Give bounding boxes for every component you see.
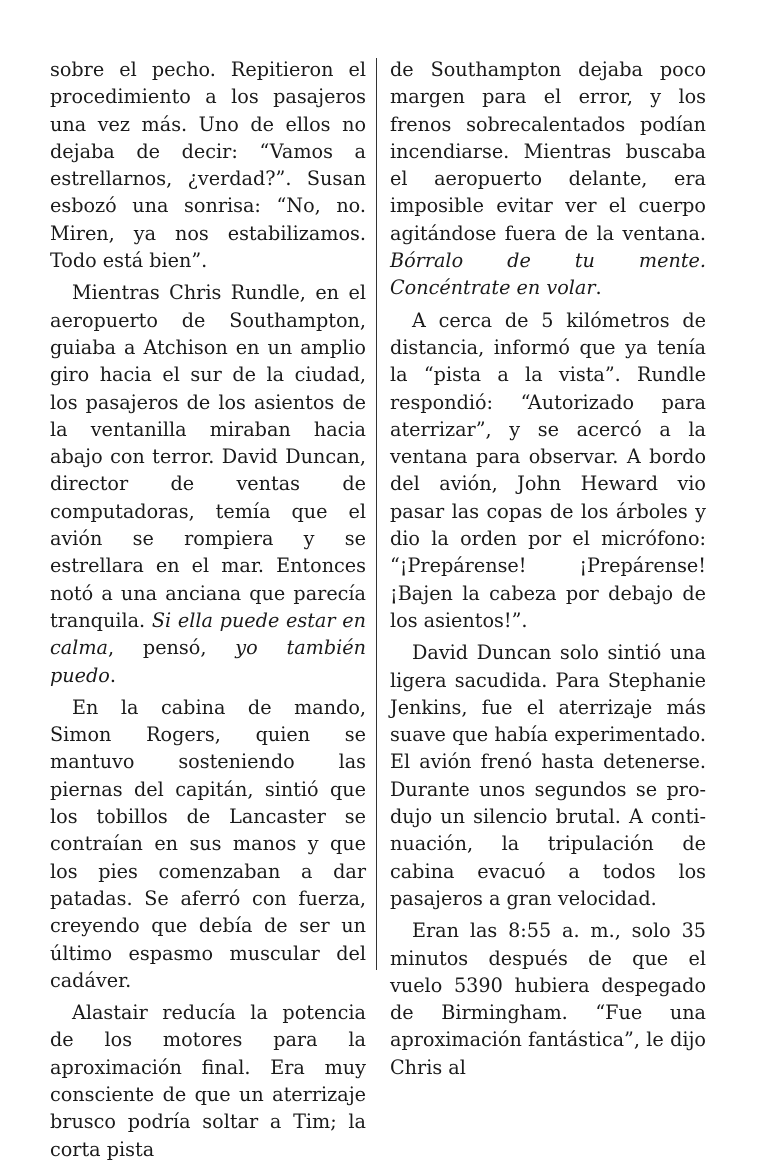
italic-text-segment: Si ella puede estar en calma [50,608,366,660]
paragraph [390,56,706,302]
text-segment: Mientras Chris Rundle, en el aeropuerto de Southampton, guiaba a Atchison en un amplio giro hacia el sur de la ciudad, los pasajeros de los asientos de la ventanilla miraban hacia abajo con terror. David Duncan, director de ventas de computadoras, temía que el avión se rompiera y se estrellara en el mar. Entonces notó a una anciana que parecía tranquila. [50,281,366,632]
text-segment: Eran las 8:55 a. m., solo 35 minutos después de que el vuelo 5390 hubiera despegado de Birmingham. “Fue una aproximación fantástica”, le dijo Chris al [390,919,706,1079]
text-segment: sobre el pecho. Repitieron el procedimiento a los pasajeros una vez más. Uno de ellos no dejaba de decir: “Vamos a estrellarnos, ¿verdad?”. Susan esbozó una sonrisa: “No, no. Miren, ya nos estabilizamos. Todo está bien”. [50,58,366,273]
text-segment: David Duncan solo sintió una ligera sacudida. Para Stephanie Jenkins, fue el aterrizaje más suave que había experimentado. El avión frenó hasta detenerse. Durante unos segundos se produjo un silencio brutal. A continuación, la tripulación de cabina evacuó a todos los pasajeros a gran velocidad. [390,641,706,910]
paragraph [390,307,706,635]
paragraph [50,694,366,994]
paragraph [50,56,366,274]
paragraph [390,917,706,1081]
column-divider [376,58,377,970]
text-segment: . [109,663,116,687]
italic-text-segment: Bórralo de tu mente. Concéntrate en volar [390,249,706,300]
text-segment: A cerca de 5 kilómetros de distancia, informó que ya tenía la “pista a la vista”. Rundle respondió: “Autorizado para aterrizar”, y se acercó a la ventana para observar. A bordo del avión, John Heward vio pasar las copas de los árboles y dio la orden por el micrófono: “¡Prepárense! ¡Prepárense! ¡Bajen la cabeza por debajo de los asientos!”. [390,308,706,632]
paragraph [50,279,366,688]
paragraph [390,639,706,912]
text-segment: , pensó, [107,636,236,660]
paragraph [50,999,366,1163]
left-text-column [50,56,366,1163]
text-segment: de Southampton dejaba poco margen para el error, y los frenos sobrecalentados podían incendiarse. Mientras buscaba el aeropuerto delante, era imposible evitar ver el cuerpo agitándose fuera de la ventana. [390,58,706,245]
right-text-column [390,56,706,1081]
text-segment: En la cabina de mando, Simon Rogers, quien se mantuvo sosteniendo las piernas del capitán, sintió que los tobillos de Lancaster se contraían en sus manos y que los pies comenzaban a dar patadas. Se aferró con fuerza, creyendo que debía de ser un último espasmo muscular del cadáver. [50,695,366,992]
text-segment: . [595,276,602,300]
text-segment: Alastair reducía la potencia de los motores para la aproximación final. Era muy consciente de que un aterrizaje brusco podría soltar a Tim; la corta pista [50,1001,366,1161]
italic-text-segment: yo también puedo [50,636,367,687]
